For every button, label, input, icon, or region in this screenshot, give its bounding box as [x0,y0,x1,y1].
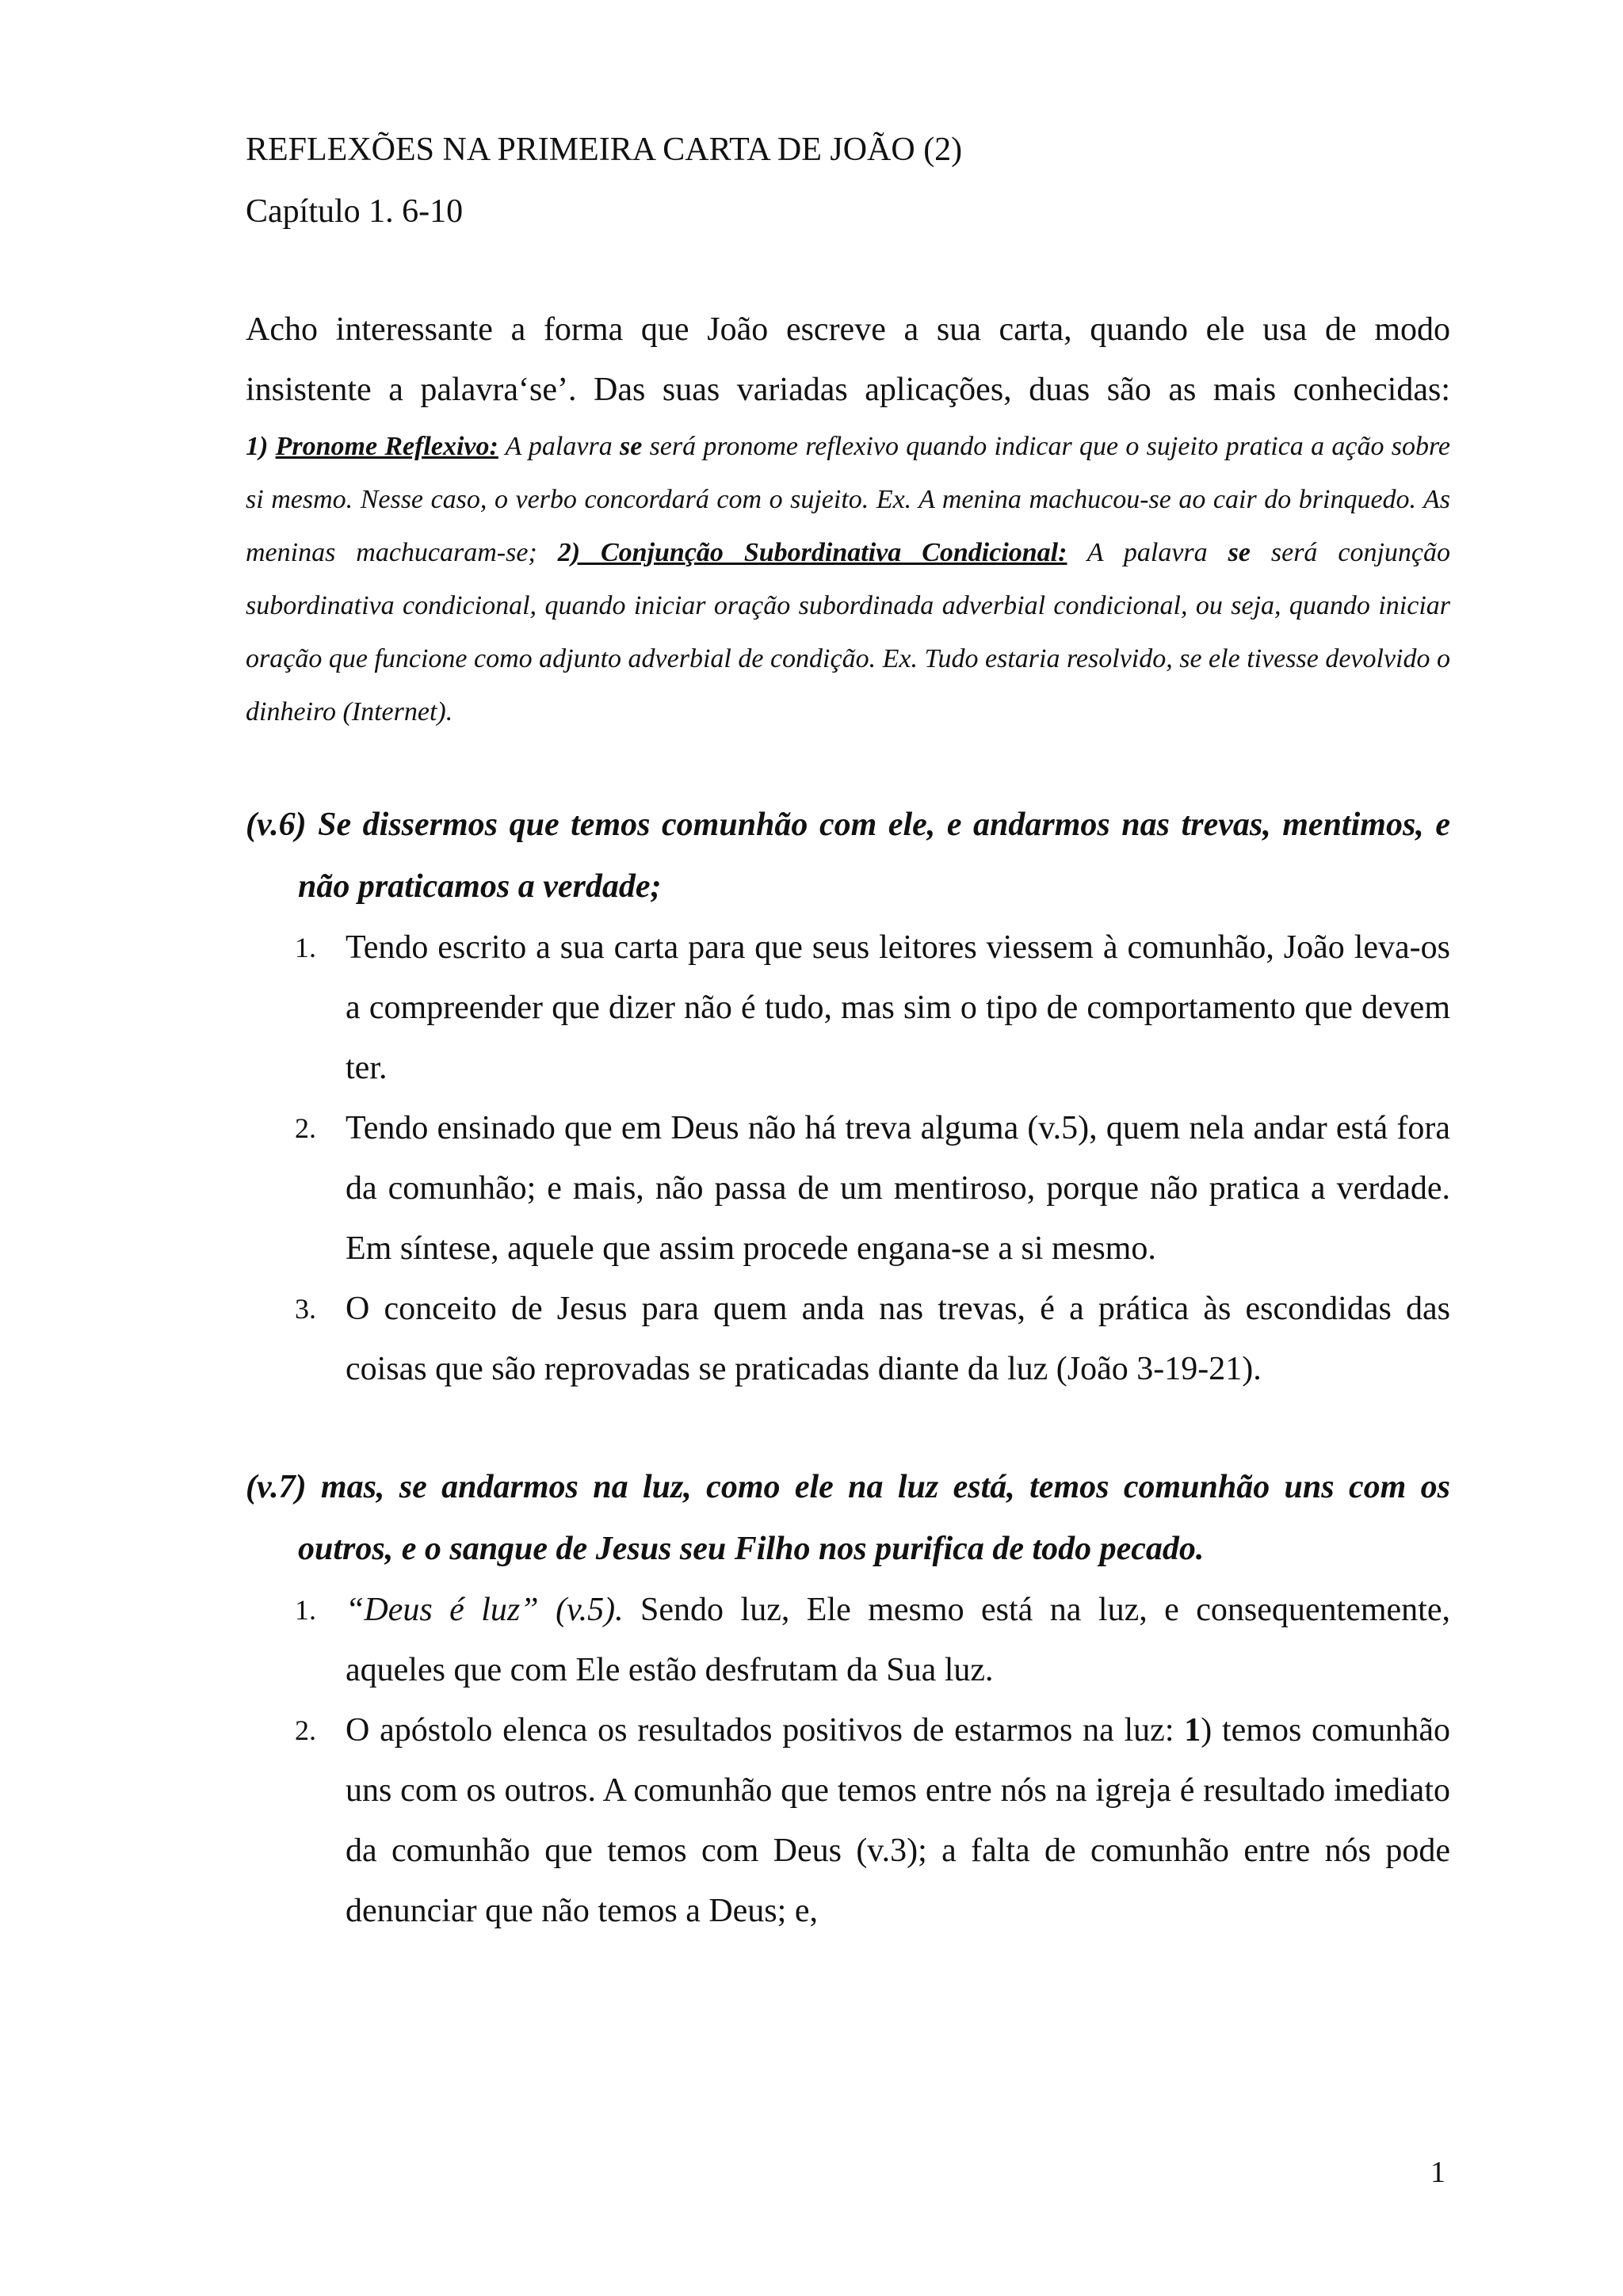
page-number: 1 [1430,2156,1445,2189]
definition-2-word: se [1228,538,1251,567]
list-number: 1. [295,1594,316,1626]
list-item [246,917,1450,1098]
intro-line-1: Acho interessante a forma que João escreve a sua carta, quando ele usa de modo [246,311,1450,348]
verse-6-points [246,917,1450,1399]
chapter-reference: Capítulo 1. 6-10 [246,193,464,230]
list-text-a: O apóstolo elenca os resultados positivos de estarmos na luz: [346,1712,1185,1749]
list-number: 3. [295,1293,316,1325]
definition-1-term: Pronome Reflexivo: [275,432,498,461]
list-number: 2. [295,1112,316,1144]
definition-2-term: ) Conjunção Subordinativa Condicional: [571,538,1067,567]
verse-7-heading: (v.7) mas, se andarmos na luz, como ele na luz está, temos comunhão uns com os outros, e o sangue de Jesus seu Filho nos purifica de todo pecado. [246,1469,1450,1567]
scripture-quote: “Deus é luz” (v.5). [346,1592,624,1628]
definition-2-text-b: será conjunção subordinativa condicional, quando iniciar oração subordinada adverbial condicional, ou seja, quando iniciar oração que funcione como adjunto adverbial de condição. Ex. Tudo estaria resolvido, se ele tivesse devolvido o dinheiro (Internet). [246,538,1451,727]
list-number: 2. [295,1714,316,1746]
intro-line-2: insistente a palavra‘se’. Das suas variadas aplicações, duas são as mais conhecidas: [246,372,1450,408]
definition-1-text-b: será pronome reflexivo quando indicar que o sujeito pratica a ação sobre si mesmo. Nesse caso, o verbo concordará com o sujeito. Ex. A menina machucou-se ao cair do brinquedo. As meninas machucaram-se; [246,432,1451,567]
result-number: 1 [1184,1712,1201,1749]
list-item [246,1098,1450,1279]
definition-1-text-a: A palavra [498,432,620,461]
definition-1-label: 1) [246,432,276,461]
document-title: REFLEXÕES NA PRIMEIRA CARTA DE JOÃO (2) [246,132,963,168]
verse-6-heading: (v.6) Se dissermos que temos comunhão com ele, e andarmos nas trevas, mentimos, e não praticamos a verdade; [246,807,1450,905]
definition-2-text-a: A palavra [1067,538,1228,567]
list-text-b: ) temos comunhão uns com os outros. A comunhão que temos entre nós na igreja é resultado imediato da comunhão que temos com Deus (v.3); a falta de comunhão entre nós pode denunciar que não temos a Deus; e, [346,1712,1451,1929]
list-item [246,1700,1450,1941]
page-content [246,119,1450,1941]
intro-paragraph [246,299,1450,420]
definition-1-word: se [619,432,643,461]
list-text: Sendo luz, Ele mesmo está na luz, e consequentemente, aqueles que com Ele estão desfrutam da Sua luz. [346,1592,1450,1688]
list-item [246,1279,1450,1399]
list-item [246,1580,1450,1700]
list-text: Tendo escrito a sua carta para que seus leitores viessem à comunhão, João leva-os a compreender que dizer não é tudo, mas sim o tipo de comportamento que devem ter. [346,929,1450,1086]
definition-2-label: 2 [557,538,571,567]
verse-7-points [246,1580,1450,1941]
definition-paragraph [246,420,1450,738]
list-text: O conceito de Jesus para quem anda nas trevas, é a prática às escondidas das coisas que são reprovadas se praticadas diante da luz (João 3-19-21). [346,1291,1450,1387]
list-text: Tendo ensinado que em Deus não há treva alguma (v.5), quem nela andar está fora da comunhão; e mais, não passa de um mentiroso, porque não pratica a verdade. Em síntese, aquele que assim procede engana-se a si mesmo. [346,1110,1450,1267]
list-number: 1. [295,932,316,963]
